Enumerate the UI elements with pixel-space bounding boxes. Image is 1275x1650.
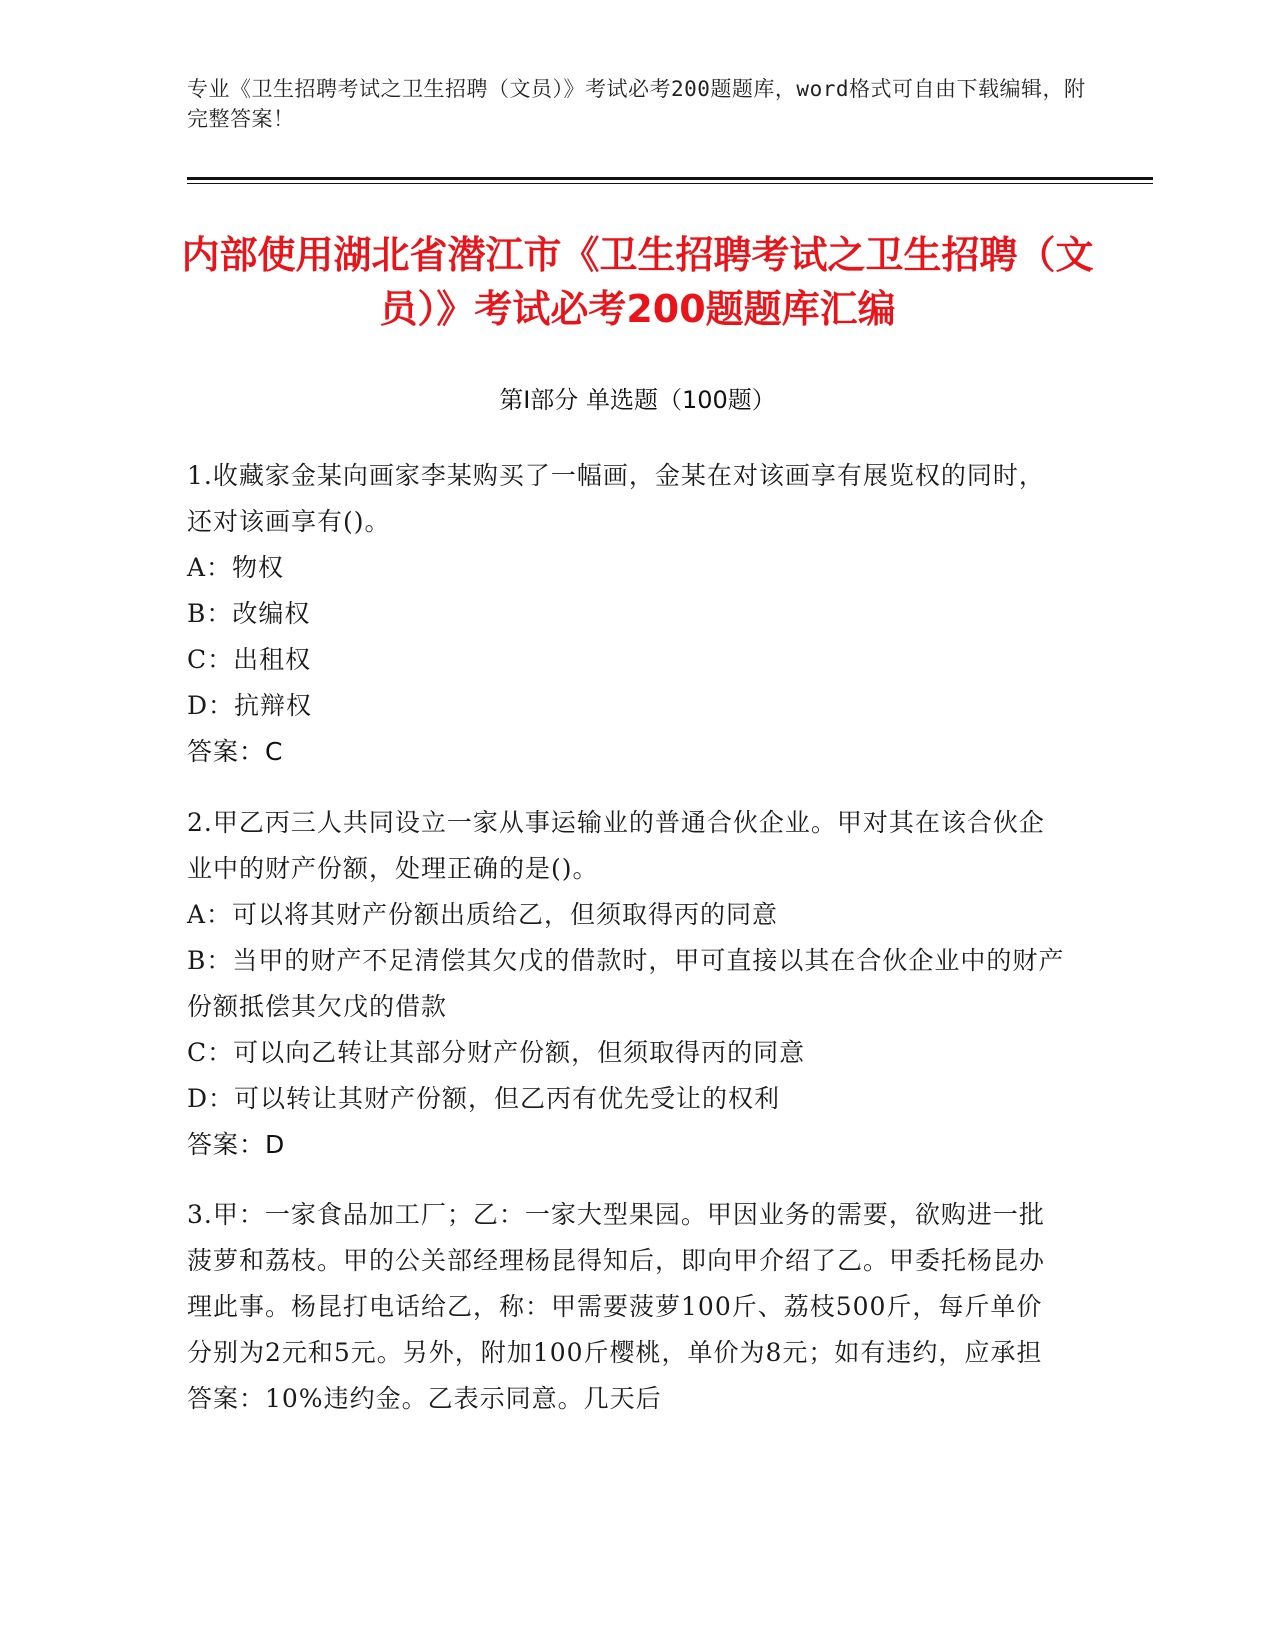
question-2: [187, 800, 1067, 1168]
option-b: B：当甲的财产不足清偿其欠戊的借款时，甲可直接以其在合伙企业中的财产份额抵偿其欠戊的借款: [187, 946, 1065, 1021]
header-note: 专业《卫生招聘考试之卫生招聘（文员）》考试必考200题题库，word格式可自由下载编辑，附完整答案！: [187, 77, 1086, 131]
option-a: A：物权: [187, 553, 285, 582]
header-divider-thick: [187, 177, 1153, 180]
section-heading: 第Ⅰ部分 单选题（100题）: [499, 386, 776, 414]
question-text: 1.收藏家金某向画家李某购买了一幅画，金某在对该画享有展览权的同时，还对该画享有()。: [187, 461, 1045, 536]
option-c: C：可以向乙转让其部分财产份额，但须取得丙的同意: [187, 1038, 806, 1067]
header-divider-thin: [187, 183, 1153, 184]
document-title: 内部使用湖北省潜江市《卫生招聘考试之卫生招聘（文员）》考试必考200题题库汇编: [181, 233, 1094, 331]
option-d: D：可以转让其财产份额，但乙丙有优先受让的权利: [187, 1084, 781, 1113]
option-a: A：可以将其财产份额出质给乙，但须取得丙的同意: [187, 900, 779, 929]
option-d: D：抗辩权: [187, 691, 313, 720]
answer-text: 答案：D: [187, 1130, 286, 1159]
option-c: C：出租权: [187, 645, 312, 674]
option-b: B：改编权: [187, 599, 311, 628]
question-text: 2.甲乙丙三人共同设立一家从事运输业的普通合伙企业。甲对其在该合伙企业中的财产份额，处理正确的是()。: [187, 808, 1045, 883]
answer-text: 答案：C: [187, 737, 284, 766]
question-1: [187, 453, 1067, 775]
question-3: [187, 1192, 1067, 1422]
question-text: 3.甲：一家食品加工厂；乙：一家大型果园。甲因业务的需要，欲购进一批菠萝和荔枝。甲的公关部经理杨昆得知后，即向甲介绍了乙。甲委托杨昆办理此事。杨昆打电话给乙，称：甲需要菠萝100斤、荔枝500斤，每斤单价分别为2元和5元。另外，附加100斤樱桃，单价为8元；如有违约，应承担答案：10%违约金。乙表示同意。几天后: [187, 1200, 1046, 1413]
